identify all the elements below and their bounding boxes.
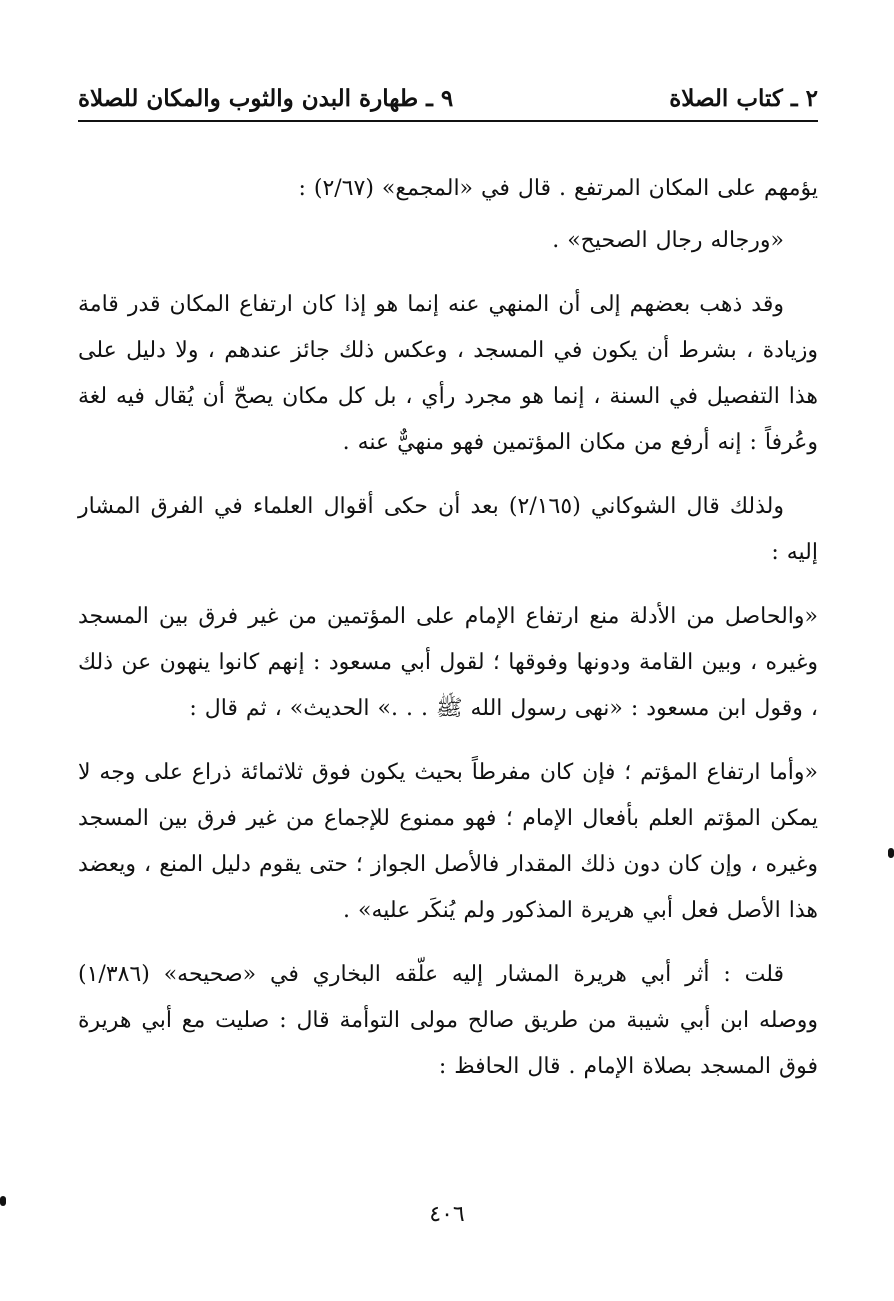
quoted-text: «ورجاله رجال الصحيح» . — [552, 228, 784, 253]
page-number: ٤٠٦ — [429, 1202, 465, 1227]
quoted-text: «وأما ارتفاع المؤتم ؛ فإن كان مفرطاً بحيث يكون فوق ثلاثمائة ذراع على وجه لا يمكن المؤتم العلم بأفعال الإمام ؛ فهو ممنوع للإجماع من غير فرق بين المسجد وغيره ، وإن كان دون ذلك المقدار فالأصل الجواز ؛ حتى يقوم دليل المنع ، ويعضد هذا الأصل فعل أبي هريرة المذكور ولم يُنكَر عليه» . — [78, 760, 818, 923]
scan-edge-mark — [0, 1196, 6, 1206]
running-header — [78, 78, 818, 122]
chapter-title: ٢ ـ كتاب الصلاة — [669, 85, 818, 112]
quoted-text: «والحاصل من الأدلة منع ارتفاع الإمام على المؤتمين من غير فرق بين المسجد وغيره ، وبين القامة ودونها وفوقها ؛ لقول أبي مسعود : إنهم كانوا ينهون عن ذلك ، وقول ابن مسعود : «نهى رسول الله ﷺ . . .» الحديث» ، ثم قال : — [78, 604, 818, 721]
paragraph: يؤمهم على المكان المرتفع . قال في «المجمع» (٢/٦٧) : — [298, 176, 818, 201]
scan-edge-mark — [888, 848, 894, 858]
paragraph: قلت : أثر أبي هريرة المشار إليه علّقه البخاري في «صحيحه» (١/٣٨٦) ووصله ابن أبي شيبة من طريق صالح مولى التوأمة قال : صليت مع أبي هريرة فوق المسجد بصلاة الإمام . قال الحافظ : — [78, 962, 818, 1079]
section-title: ٩ ـ طهارة البدن والثوب والمكان للصلاة — [78, 85, 454, 112]
paragraph: ولذلك قال الشوكاني (٢/١٦٥) بعد أن حكى أقوال العلماء في الفرق المشار إليه : — [78, 494, 818, 565]
paragraph: وقد ذهب بعضهم إلى أن المنهي عنه إنما هو إذا كان ارتفاع المكان قدر قامة وزيادة ، بشرط أن يكون في المسجد ، وعكس ذلك جائز عندهم ، ولا دليل على هذا التفصيل في السنة ، إنما هو مجرد رأي ، بل كل مكان يصحّ أن يُقال فيه لغة وعُرفاً : إنه أرفع من مكان المؤتمين فهو منهيٌّ عنه . — [78, 292, 818, 455]
body-text — [78, 166, 818, 1108]
